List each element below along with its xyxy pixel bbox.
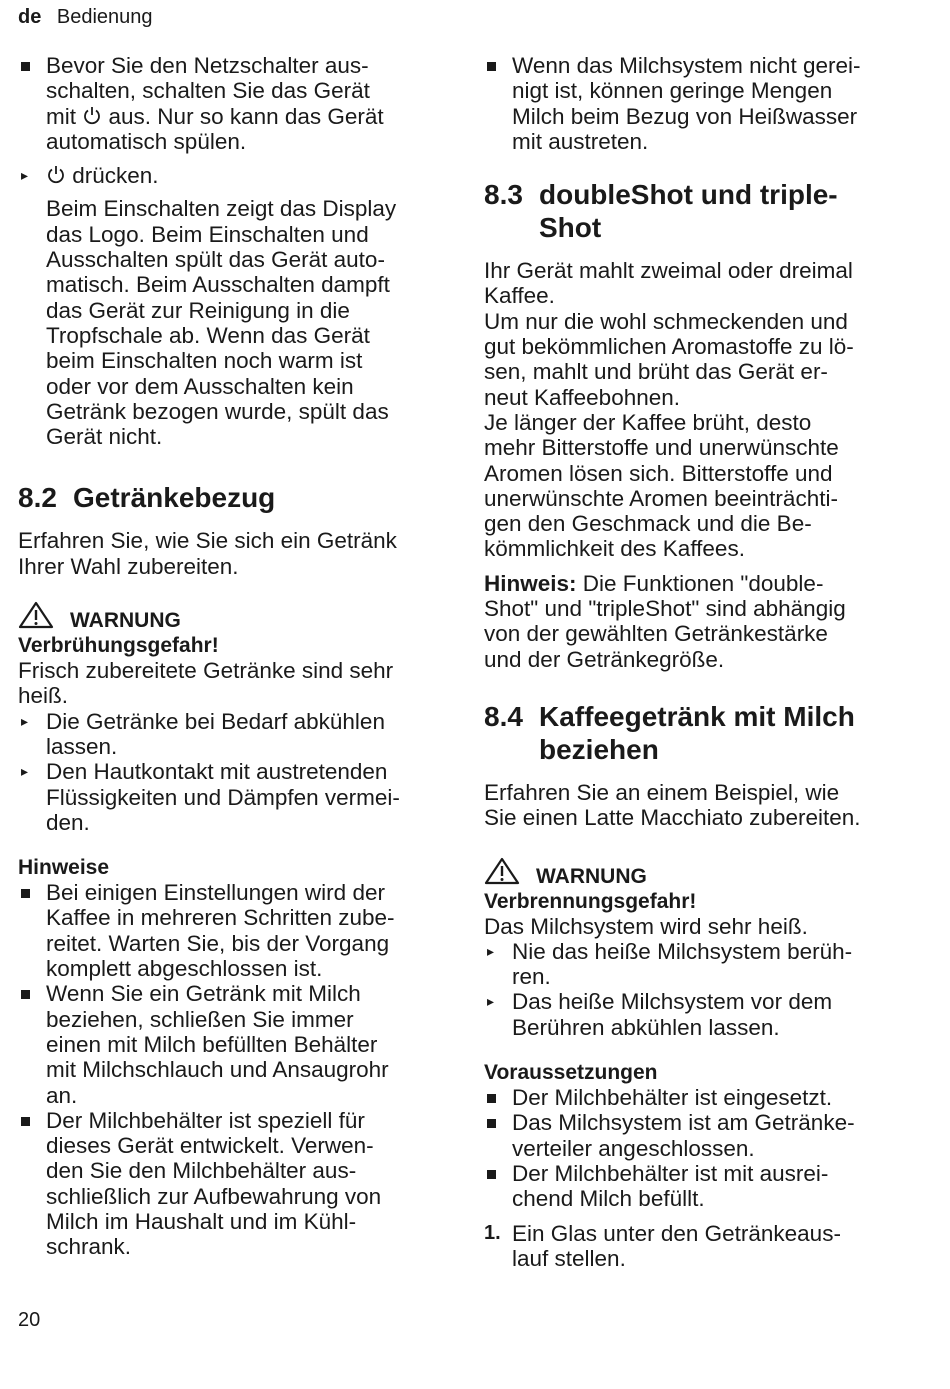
notes-title: Hinweise [18, 856, 110, 880]
language-code: de [18, 6, 42, 28]
text-line: Getränk bezogen wurde, spült das [46, 398, 389, 424]
right-column [484, 53, 914, 1271]
warning-step [484, 989, 914, 1040]
triangle-arrow-icon: ▸ [21, 167, 29, 184]
text-line: Beim Einschalten zeigt das Display [46, 196, 397, 222]
section-title: Kaffeegetränk mit Milch [539, 700, 855, 732]
triangle-arrow-icon: ▸ [21, 763, 29, 780]
square-bullet-icon [21, 1117, 30, 1126]
text-line: neut Kaffeebohnen. [484, 384, 681, 410]
text-line: mit austreten. [512, 128, 649, 154]
text-line: gut bekömmlichen Aromastoffe zu lö- [484, 334, 854, 360]
text-line: Kaffee in mehreren Schritten zube- [46, 905, 395, 931]
text-line: einen mit Milch befüllten Behälter [46, 1031, 378, 1057]
text-line: Bevor Sie den Netzschalter aus- [46, 53, 369, 78]
section-title: Getränkebezug [73, 482, 276, 514]
list-item [18, 880, 448, 981]
text-line: Milch im Haushalt und im Kühl- [46, 1208, 357, 1234]
square-bullet-icon [487, 62, 496, 71]
section-title: beziehen [539, 733, 659, 765]
text-line: Flüssigkeiten und Dämpfen vermei- [46, 784, 400, 810]
text-line: das Gerät zur Reinigung in die [46, 297, 350, 323]
text-line: den. [46, 809, 90, 835]
text-line: gen den Geschmack und die Be- [484, 511, 812, 537]
text-line: reitet. Warten Sie, bis der Vorgang [46, 930, 390, 956]
section-number: 8.3 [484, 179, 523, 211]
warning-box [18, 601, 448, 835]
text-line: den Sie den Milchbehälter aus- [46, 1158, 357, 1184]
text-line: komplett abgeschlossen ist. [46, 956, 323, 982]
text-line [46, 104, 448, 129]
text-line: Milch beim Bezug von Heißwasser [512, 103, 858, 129]
warning-triangle-icon [484, 857, 520, 885]
page-header [18, 6, 153, 29]
text-line: kömmlichkeit des Kaffees. [484, 536, 745, 562]
warning-box [484, 857, 914, 1040]
text-line [484, 571, 914, 596]
text-line: verteiler angeschlossen. [512, 1135, 755, 1161]
section-intro [484, 780, 914, 831]
text-line: Bei einigen Einstellungen wird der [46, 880, 385, 906]
warning-hazard: Verbrennungsgefahr! [484, 889, 697, 913]
numbered-step [484, 1221, 914, 1272]
text-fragment: mit [46, 103, 76, 129]
text-line: Erfahren Sie an einem Beispiel, wie [484, 779, 840, 805]
text-line: dieses Gerät entwickelt. Verwen- [46, 1133, 374, 1159]
text-line: Das heiße Milchsystem vor dem [512, 989, 833, 1015]
text-line: beziehen, schließen Sie immer [46, 1006, 354, 1032]
hint-block [484, 571, 914, 672]
triangle-arrow-icon: ▸ [487, 942, 495, 959]
warning-triangle-icon [18, 601, 54, 629]
list-item [18, 1108, 448, 1260]
text-line: beim Einschalten noch warm ist [46, 348, 363, 374]
section-heading-8-4 [484, 700, 914, 766]
text-line: Der Milchbehälter ist speziell für [46, 1107, 365, 1133]
text-line: chend Milch befüllt. [512, 1186, 705, 1212]
text-line: schrank. [46, 1234, 132, 1260]
square-bullet-icon [21, 990, 30, 999]
section-title: doubleShot und triple- [539, 179, 838, 211]
text-line: lassen. [46, 733, 118, 759]
text-line: Das Milchsystem ist am Getränke- [512, 1110, 855, 1136]
triangle-arrow-icon: ▸ [487, 993, 495, 1010]
text-line: Je länger der Kaffee brüht, desto [484, 409, 812, 435]
section-number: 8.4 [484, 700, 523, 732]
list-item-switch-off [18, 53, 448, 154]
step-press-power [18, 163, 448, 188]
text-line: mehr Bitterstoffe und unerwünschte [484, 435, 839, 461]
warning-heading [18, 601, 448, 633]
triangle-arrow-icon: ▸ [21, 712, 29, 729]
text-line: Erfahren Sie, wie Sie sich ein Getränk [18, 528, 397, 554]
list-item [18, 981, 448, 1107]
text-line: Berühren abkühlen lassen. [512, 1014, 780, 1040]
text-line: unerwünschte Aromen beeinträchti- [484, 485, 838, 511]
section-heading-8-3 [484, 178, 914, 244]
text-fragment: Die Funktionen "double- [582, 570, 824, 596]
square-bullet-icon [21, 889, 30, 898]
warning-step [484, 939, 914, 990]
text-line: oder vor dem Ausschalten kein [46, 373, 354, 399]
text-line: Der Milchbehälter ist mit ausrei- [512, 1160, 829, 1186]
section-number: 8.2 [18, 482, 57, 514]
text-line: und der Getränkegröße. [484, 646, 725, 672]
text-line: an. [46, 1082, 78, 1108]
warning-step [18, 759, 448, 835]
power-icon [46, 165, 66, 185]
step-number: 1. [484, 1221, 501, 1244]
text-line: Aromen lösen sich. Bitterstoffe und [484, 460, 833, 486]
section-intro [18, 528, 448, 579]
text-line: mit Milchschlauch und Ansaugrohr [46, 1057, 389, 1083]
text-line: Nie das heiße Milchsystem berüh- [512, 938, 853, 964]
text-line: lauf stellen. [512, 1245, 626, 1271]
section-text [484, 258, 914, 562]
text-line: Gerät nicht. [46, 424, 163, 450]
square-bullet-icon [487, 1094, 496, 1103]
text-line: Ein Glas unter den Getränkeaus- [512, 1220, 841, 1246]
text-line: Die Getränke bei Bedarf abkühlen [46, 708, 385, 734]
text-line: Ausschalten spült das Gerät auto- [46, 247, 385, 273]
text-line: Kaffee. [484, 283, 555, 309]
list-item [484, 1085, 914, 1110]
text-line: Ihrer Wahl zubereiten. [18, 553, 239, 579]
section-title: Shot [539, 212, 602, 244]
section-heading-8-2 [18, 481, 448, 514]
warning-hazard: Verbrühungsgefahr! [18, 634, 219, 658]
text-line: Wenn das Milchsystem nicht gerei- [512, 53, 861, 78]
hint-label: Hinweis: [484, 570, 577, 596]
text-line: sen, mahlt und brüht das Gerät er- [484, 359, 828, 385]
text-line: automatisch spülen. [46, 128, 247, 154]
list-item [484, 1110, 914, 1161]
header-section: Bedienung [56, 6, 153, 28]
text-line: matisch. Beim Ausschalten dampft [46, 272, 390, 298]
text-line: Shot" und "tripleShot" sind abhängig [484, 596, 846, 622]
text-line: Ihr Gerät mahlt zweimal oder dreimal [484, 258, 853, 284]
text-line: schalten, schalten Sie das Gerät [46, 78, 370, 104]
text-line: heiß. [18, 683, 69, 709]
text-line: nigt ist, können geringe Mengen [512, 78, 833, 104]
warning-step [18, 709, 448, 760]
text-line: ren. [512, 964, 551, 990]
warning-label: WARNUNG [536, 864, 647, 888]
text-line: das Logo. Beim Einschalten und [46, 221, 369, 247]
text-line: Das Milchsystem wird sehr heiß. [484, 913, 808, 939]
square-bullet-icon [487, 1170, 496, 1179]
text-line: Den Hautkontakt mit austretenden [46, 759, 388, 785]
list-item [484, 1161, 914, 1212]
text-line: Frisch zubereitete Getränke sind sehr [18, 658, 394, 684]
text-line: Sie einen Latte Macchiato zubereiten. [484, 805, 861, 831]
text-line: Wenn Sie ein Getränk mit Milch [46, 981, 361, 1007]
list-item-milk-note [484, 53, 914, 154]
text-line: schließlich zur Aufbewahrung von [46, 1183, 382, 1209]
text-line: Um nur die wohl schmeckenden und [484, 308, 848, 334]
square-bullet-icon [21, 62, 30, 71]
text-line: Der Milchbehälter ist eingesetzt. [512, 1085, 833, 1111]
text-line: von der gewählten Getränkestärke [484, 621, 828, 647]
warning-label: WARNUNG [70, 609, 181, 633]
power-icon [82, 106, 102, 126]
left-column [18, 53, 448, 1260]
step-result [18, 196, 448, 449]
step-text: drücken. [72, 163, 159, 189]
square-bullet-icon [487, 1119, 496, 1128]
text-fragment: aus. Nur so kann das Gerät [108, 103, 384, 129]
warning-heading [484, 857, 914, 889]
prerequisites-block [484, 1060, 914, 1211]
notes-block [18, 855, 448, 1259]
page-number: 20 [18, 1309, 41, 1331]
text-line: Tropfschale ab. Wenn das Gerät [46, 322, 370, 348]
prerequisites-title: Voraussetzungen [484, 1061, 658, 1085]
